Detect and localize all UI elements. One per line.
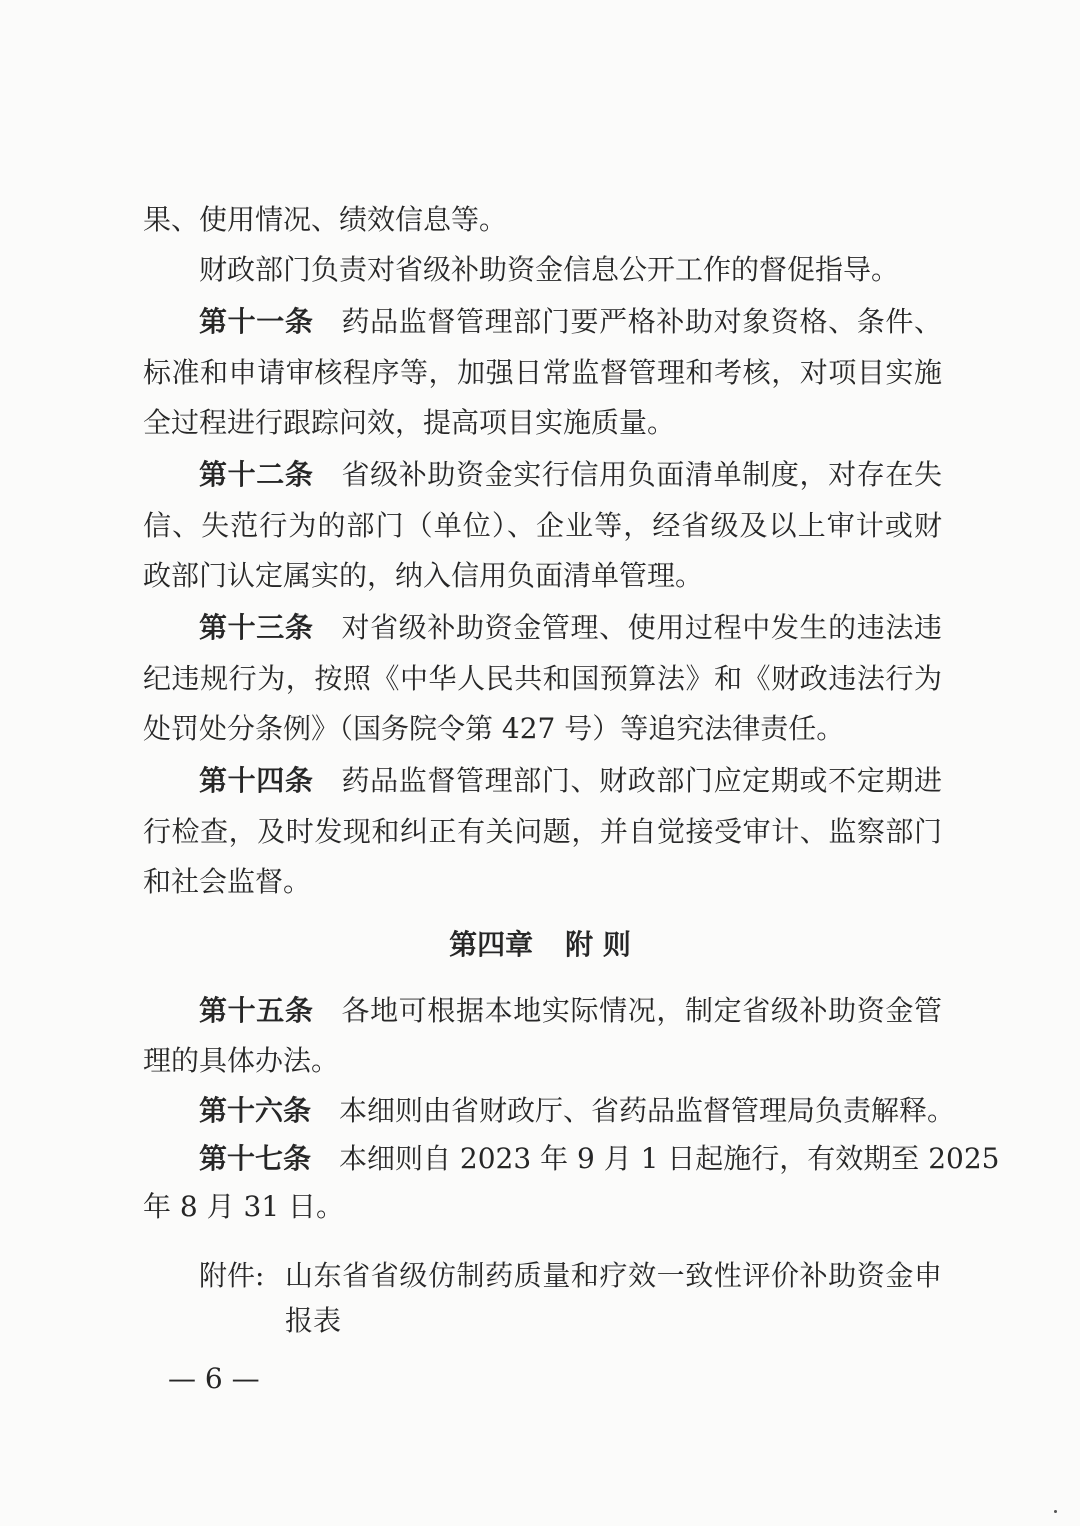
article-13-label: 第十三条 (199, 611, 314, 644)
text-line: 处罚处分条例》（国务院令第 427 号）等追究法律责任。 (143, 712, 845, 745)
chapter-title: 附 则 (565, 928, 631, 961)
article-17-text: 本细则自 2023 年 9 月 1 日起施行，有效期至 2025 (339, 1142, 1000, 1175)
text-line: 全过程进行跟踪问效，提高项目实施质量。 (143, 406, 676, 439)
text-line: 信、失范行为的部门（单位）、企业等，经省级及以上审计或财 (143, 509, 942, 542)
chapter-number: 第四章 (449, 928, 534, 961)
chapter-heading (0, 928, 1080, 962)
article-11-text: 药品监督管理部门要严格补助对象资格、条件、 (341, 305, 942, 338)
page-number: — 6 — (168, 1362, 260, 1395)
scan-speck (1054, 1510, 1057, 1513)
attachment-title-line-1: 山东省省级仿制药质量和疗效一致性评价补助资金申 (285, 1259, 942, 1292)
text-line: 理的具体办法。 (143, 1044, 340, 1077)
article-14-line-1 (199, 764, 942, 798)
article-15-text: 各地可根据本地实际情况，制定省级补助资金管 (341, 994, 942, 1027)
article-11-label: 第十一条 (199, 305, 314, 338)
article-13-text: 对省级补助资金管理、使用过程中发生的违法违 (341, 611, 942, 644)
text-line: 果、使用情况、绩效信息等。 (143, 203, 508, 236)
article-12-line-1 (199, 458, 942, 492)
article-16-label: 第十六条 (199, 1094, 312, 1127)
article-12-label: 第十二条 (199, 458, 314, 491)
article-15-label: 第十五条 (199, 994, 314, 1027)
article-14-text: 药品监督管理部门、财政部门应定期或不定期进 (341, 764, 942, 797)
text-line: 年 8 月 31 日。 (143, 1190, 345, 1223)
article-16-text: 本细则由省财政厅、省药品监督管理局负责解释。 (339, 1094, 956, 1127)
article-11-line-1 (199, 305, 942, 339)
article-14-label: 第十四条 (199, 764, 314, 797)
text-line: 纪违规行为，按照《中华人民共和国预算法》和《财政违法行为 (143, 662, 942, 695)
article-17-line-1 (199, 1142, 1000, 1176)
text-line: 和社会监督。 (143, 865, 312, 898)
article-16-line-1 (199, 1094, 956, 1128)
article-12-text: 省级补助资金实行信用负面清单制度，对存在失 (341, 458, 942, 491)
text-line: 行检查，及时发现和纠正有关问题，并自觉接受审计、监察部门 (143, 815, 942, 848)
text-line: 政部门认定属实的，纳入信用负面清单管理。 (143, 559, 704, 592)
attachment-title-line-2: 报表 (285, 1304, 342, 1337)
article-17-label: 第十七条 (199, 1142, 312, 1175)
article-15-line-1 (199, 994, 942, 1028)
text-line: 财政部门负责对省级补助资金信息公开工作的督促指导。 (199, 253, 900, 286)
article-13-line-1 (199, 611, 942, 645)
text-line: 标准和申请审核程序等，加强日常监督管理和考核，对项目实施 (143, 356, 942, 389)
attachment-label: 附件: (199, 1259, 265, 1292)
